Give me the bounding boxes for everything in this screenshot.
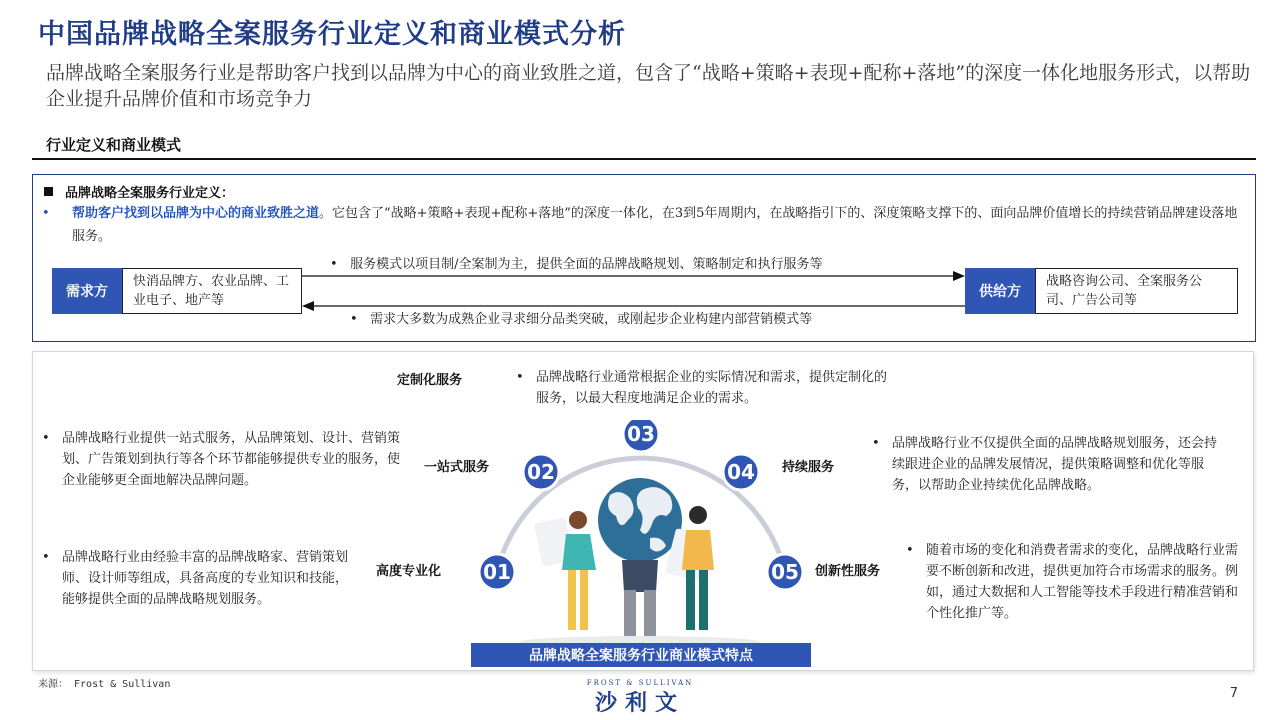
badge-02	[523, 454, 559, 490]
supply-description: 战略咨询公司、全案服务公司、广告公司等	[1035, 268, 1238, 314]
feature-label-01: 高度专业化	[376, 564, 442, 579]
feature-text-02: • 品牌战略行业提供一站式服务，从品牌策划、设计、营销策划、广告策划到执行等各个环节都能够提供专业的服务，使企业能够更全面地解决品牌问题。	[42, 428, 404, 491]
features-caption: 品牌战略全案服务行业商业模式特点	[471, 643, 811, 667]
section-title: 行业定义和商业模式	[46, 136, 182, 154]
badge-05	[767, 554, 803, 590]
square-bullet-icon	[44, 187, 53, 196]
feature-label-03: 定制化服务	[397, 373, 463, 388]
bullet-icon: •	[42, 550, 50, 565]
feature-label-05: 创新性服务	[815, 564, 881, 579]
supply-label: 供给方	[965, 268, 1035, 314]
badge-02-number: 02	[527, 460, 555, 484]
badge-01-number: 01	[483, 560, 511, 584]
page-subtitle: 品牌战略全案服务行业是帮助客户找到以品牌为中心的商业致胜之道，包含了“战略+策略+表现+配称+落地”的深度一体化地服务形式，以帮助企业提升品牌价值和市场竞争力	[46, 62, 1251, 110]
section-divider	[32, 158, 1256, 160]
arrow-left-icon	[302, 301, 314, 311]
definition-body	[42, 202, 1247, 248]
bullet-icon: •	[906, 543, 914, 558]
feature-label-02: 一站式服务	[424, 460, 490, 475]
bullet-icon: •	[516, 370, 524, 385]
logo-wordmark: FROST & SULLIVAN	[586, 679, 694, 687]
bullet-icon: •	[42, 206, 50, 221]
source-note: 来源： Frost & Sullivan	[38, 679, 171, 690]
page-title: 中国品牌战略全案服务行业定义和商业模式分析	[38, 19, 626, 50]
logo-chinese: 沙利文	[594, 691, 685, 716]
arrow-right-icon	[953, 271, 965, 281]
bullet-icon: •	[872, 436, 880, 451]
features-diagram	[470, 420, 820, 650]
badge-04-number: 04	[727, 460, 755, 484]
definition-heading-text: 品牌战略全案服务行业定义：	[65, 186, 235, 201]
person-left-illustration	[534, 511, 596, 630]
definition-text: 。它包含了“战略+策略+表现+配称+落地”的深度一体化，在3到5年周期内，在战略指引下的、深度策略支撑下的、面向品牌价值增长的持续营销品牌建设落地服务。	[72, 206, 1238, 244]
definition-highlight: 帮助客户找到以品牌为中心的商业致胜之道	[72, 206, 320, 221]
badge-05-number: 05	[771, 560, 799, 584]
page-number: 7	[1229, 686, 1238, 701]
badge-01	[479, 554, 515, 590]
feature-text-05: • 随着市场的变化和消费者需求的变化，品牌战略行业需要不断创新和改进，提供更加符合市场需求的服务。例如，通过大数据和人工智能等技术手段进行精准营销和个性化推广等。	[906, 540, 1250, 624]
feature-text-03: • 品牌战略行业通常根据企业的实际情况和需求，提供定制化的服务，以最大程度地满足企业的需求。	[516, 367, 892, 409]
top-flow-text: • 服务模式以项目制/全案制为主，提供全面的品牌战略规划、策略制定和执行服务等	[330, 257, 823, 272]
feature-text-04: • 品牌战略行业不仅提供全面的品牌战略规划服务，还会持续跟进企业的品牌发展情况，提供策略调整和优化等服务，以帮助企业持续优化品牌战略。	[872, 433, 1218, 496]
definition-heading	[44, 182, 234, 201]
bottom-flow-text: • 需求大多数为成熟企业寻求细分品类突破，或刚起步企业构建内部营销模式等	[350, 312, 813, 327]
bullet-icon: •	[42, 431, 50, 446]
person-middle-illustration	[622, 560, 658, 640]
demand-label: 需求方	[52, 268, 122, 314]
badge-03-number: 03	[627, 422, 655, 446]
badge-03	[623, 420, 659, 452]
feature-label-04: 持续服务	[782, 460, 835, 475]
badge-04	[723, 454, 759, 490]
feature-text-01: • 品牌战略行业由经验丰富的品牌战略家、营销策划师、设计师等组成，具备高度的专业知识和技能，能够提供全面的品牌战略规划服务。	[42, 547, 358, 610]
demand-description: 快消品牌方、农业品牌、工业电子、地产等	[122, 268, 302, 314]
